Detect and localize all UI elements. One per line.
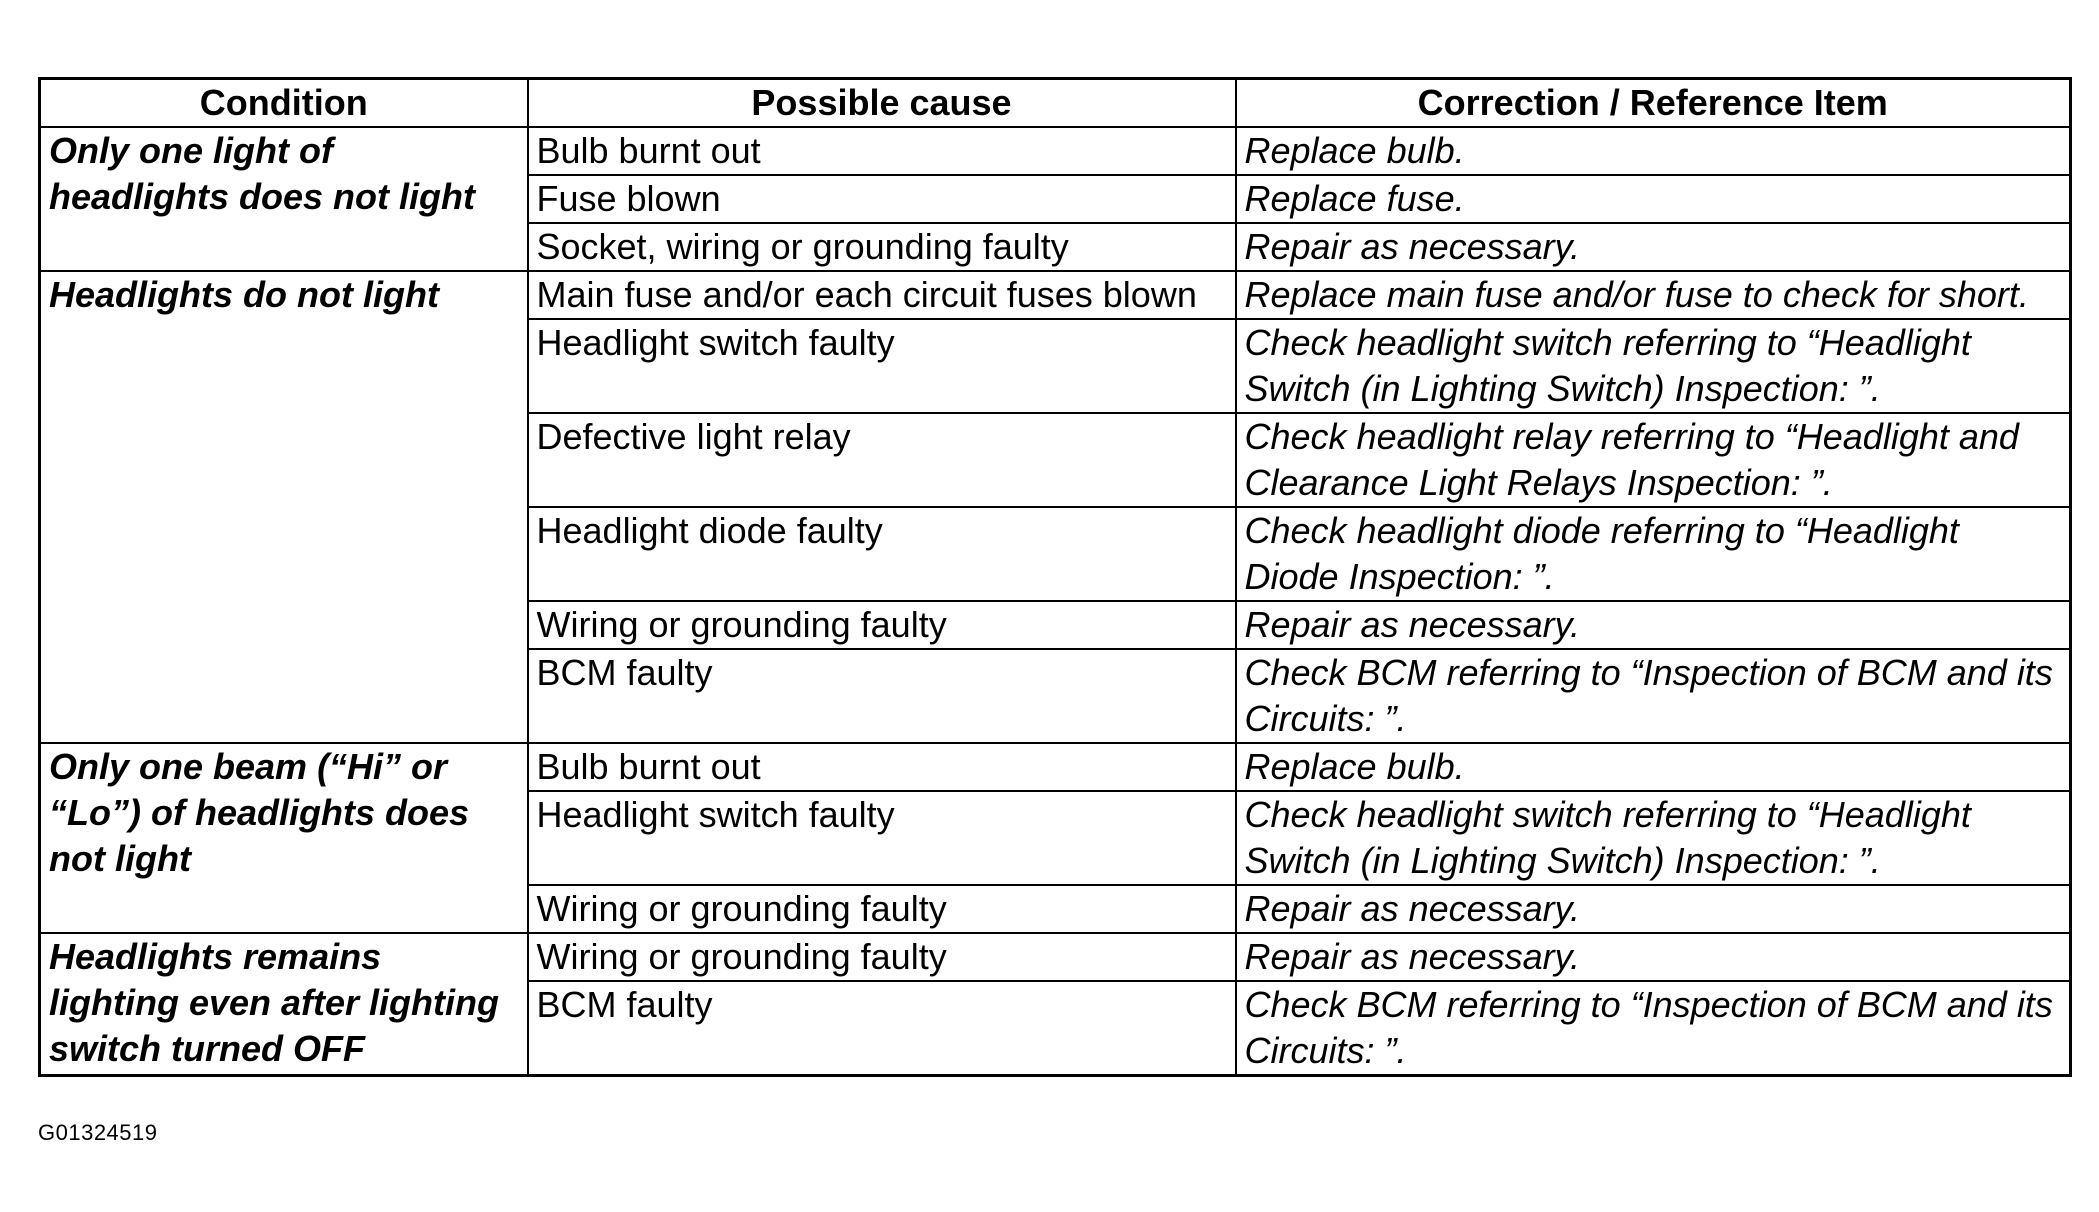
condition-cell: Only one light of headlights does not light	[40, 127, 528, 271]
correction-cell: Repair as necessary.	[1236, 885, 2071, 933]
correction-cell: Replace main fuse and/or fuse to check for short.	[1236, 271, 2071, 319]
condition-cell: Headlights do not light	[40, 271, 528, 743]
correction-cell: Check BCM referring to “Inspection of BCM and its Circuits: ”.	[1236, 649, 2071, 743]
correction-cell: Repair as necessary.	[1236, 933, 2071, 981]
condition-header: Condition	[40, 79, 528, 128]
cause-cell: Defective light relay	[528, 413, 1236, 507]
correction-cell: Check headlight diode referring to “Headlight Diode Inspection: ”.	[1236, 507, 2071, 601]
cause-cell: Headlight switch faulty	[528, 319, 1236, 413]
correction-cell: Check headlight switch referring to “Headlight Switch (in Lighting Switch) Inspection: ”.	[1236, 791, 2071, 885]
correction-cell: Check headlight switch referring to “Headlight Switch (in Lighting Switch) Inspection: ”.	[1236, 319, 2071, 413]
cause-cell: Bulb burnt out	[528, 127, 1236, 175]
cause-cell: Headlight switch faulty	[528, 791, 1236, 885]
correction-cell: Repair as necessary.	[1236, 223, 2071, 271]
cause-cell: BCM faulty	[528, 649, 1236, 743]
table-row	[40, 743, 2071, 791]
correction-cell: Check BCM referring to “Inspection of BCM and its Circuits: ”.	[1236, 981, 2071, 1076]
correction-cell: Repair as necessary.	[1236, 601, 2071, 649]
condition-cell: Headlights remains lighting even after lighting switch turned OFF	[40, 933, 528, 1076]
cause-cell: Wiring or grounding faulty	[528, 933, 1236, 981]
condition-cell: Only one beam (“Hi” or “Lo”) of headlights does not light	[40, 743, 528, 933]
figure-code: G01324519	[38, 1120, 158, 1145]
cause-cell: Socket, wiring or grounding faulty	[528, 223, 1236, 271]
possible-cause-header: Possible cause	[528, 79, 1236, 128]
correction-cell: Check headlight relay referring to “Headlight and Clearance Light Relays Inspection: ”.	[1236, 413, 2071, 507]
header-row	[40, 79, 2071, 128]
correction-cell: Replace bulb.	[1236, 127, 2071, 175]
cause-cell: Bulb burnt out	[528, 743, 1236, 791]
table-row	[40, 933, 2071, 981]
cause-cell: Fuse blown	[528, 175, 1236, 223]
cause-cell: Headlight diode faulty	[528, 507, 1236, 601]
cause-cell: Wiring or grounding faulty	[528, 885, 1236, 933]
cause-cell: BCM faulty	[528, 981, 1236, 1076]
table-row	[40, 127, 2071, 175]
correction-cell: Replace fuse.	[1236, 175, 2071, 223]
correction-header: Correction / Reference Item	[1236, 79, 2071, 128]
cause-cell: Main fuse and/or each circuit fuses blown	[528, 271, 1236, 319]
troubleshooting-table	[38, 77, 2072, 1077]
table-row	[40, 271, 2071, 319]
correction-cell: Replace bulb.	[1236, 743, 2071, 791]
cause-cell: Wiring or grounding faulty	[528, 601, 1236, 649]
